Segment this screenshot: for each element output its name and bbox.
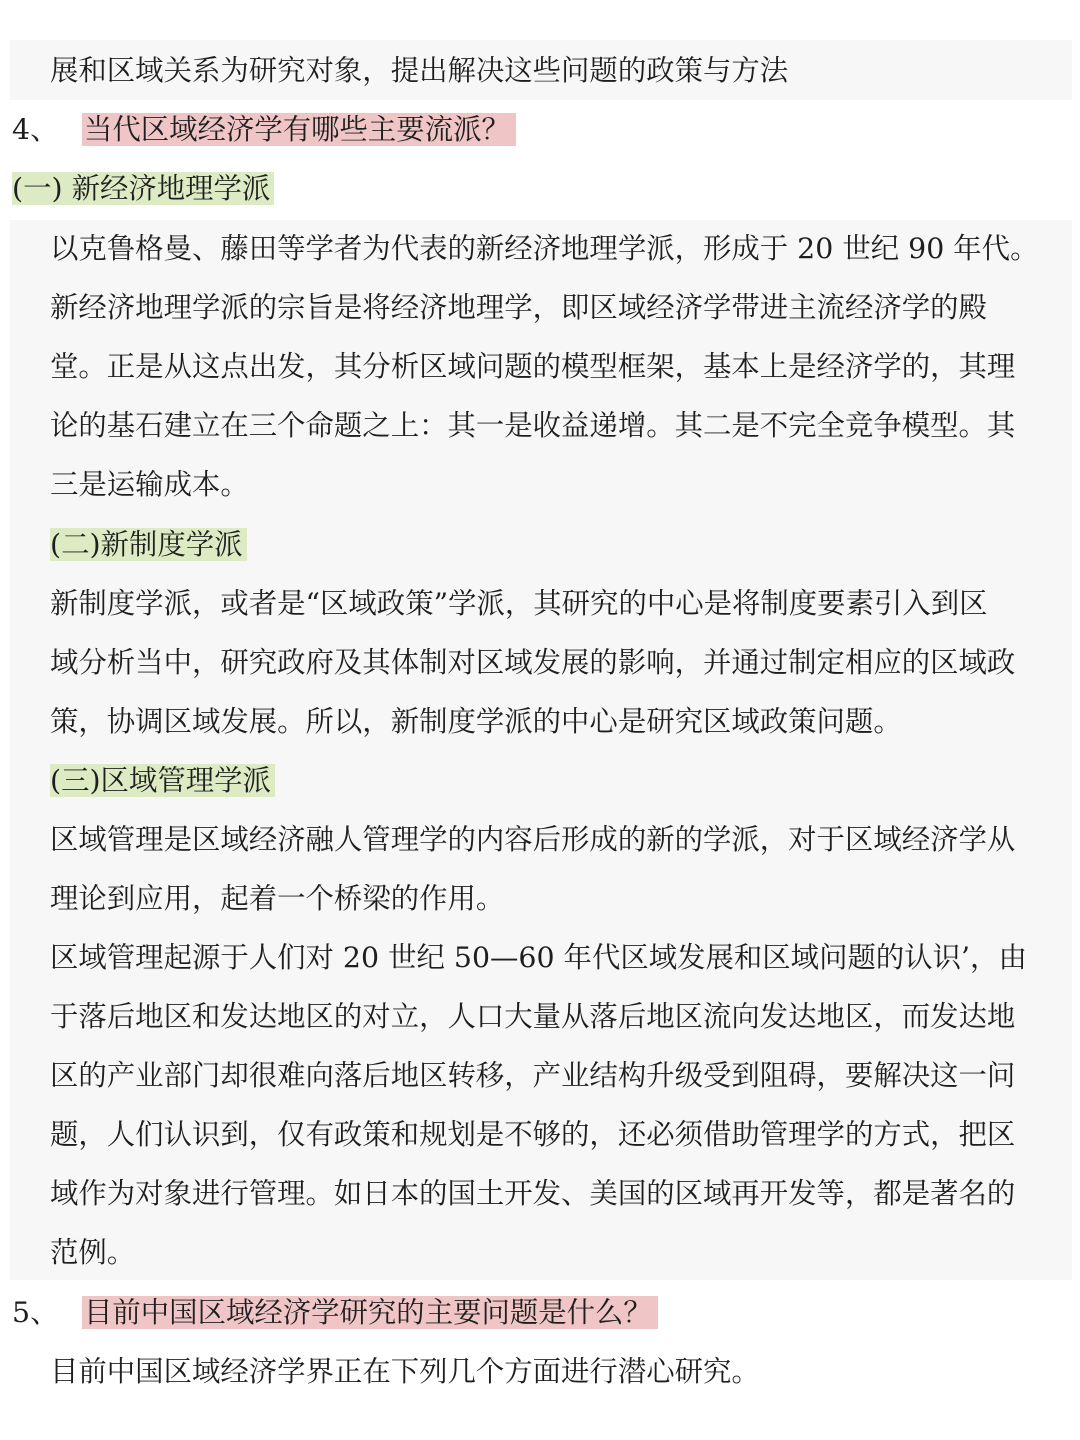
school-1-line-4: 论的基石建立在三个命题之上：其一是收益递增。其二是不完全竞争模型。其: [50, 409, 1016, 442]
intro-line: 展和区域关系为研究对象，提出解决这些问题的政策与方法: [50, 54, 789, 87]
question-5-text: 目前中国区域经济学研究的主要问题是什么？: [82, 1296, 658, 1329]
question-5-number: 5、: [12, 1296, 59, 1329]
school-3-heading: [50, 760, 275, 802]
question-5-heading: [12, 1292, 658, 1334]
school-1-line-5: 三是运输成本。: [50, 468, 249, 501]
school-2-line-2: 域分析当中，研究政府及其体制对区域发展的影响，并通过制定相应的区域政: [50, 646, 1016, 679]
school-3-line-6: 题，人们认识到，仅有政策和规划是不够的，还必须借助管理学的方式，把区: [50, 1118, 1016, 1151]
school-2-heading: [50, 524, 247, 566]
school-3-line-1: 区域管理是区域经济融人管理学的内容后形成的新的学派，对于区域经济学从: [50, 823, 1016, 856]
school-2-title: (二)新制度学派: [50, 528, 247, 561]
question-4-heading: [12, 109, 516, 151]
school-1-line-3: 堂。正是从这点出发，其分析区域问题的模型框架，基本上是经济学的，其理: [50, 350, 1016, 383]
school-1-line-2: 新经济地理学派的宗旨是将经济地理学，即区域经济学带进主流经济学的殿: [50, 291, 987, 324]
school-3-title: (三)区域管理学派: [50, 764, 275, 797]
school-2-line-1: 新制度学派，或者是“区域政策”学派，其研究的中心是将制度要素引入到区: [50, 587, 988, 620]
school-3-line-7: 域作为对象进行管理。如日本的国土开发、美国的区域再开发等，都是著名的: [50, 1177, 1016, 1210]
school-3-line-4: 于落后地区和发达地区的对立，人口大量从落后地区流向发达地区，而发达地: [50, 1000, 1016, 1033]
question-4-text: 当代区域经济学有哪些主要流派？: [82, 113, 516, 146]
question-5-line-1: 目前中国区域经济学界正在下列几个方面进行潜心研究。: [50, 1355, 760, 1388]
school-3-line-5: 区的产业部门却很难向落后地区转移，产业结构升级受到阻碍，要解决这一问: [50, 1059, 1016, 1092]
school-1-title: (一) 新经济地理学派: [12, 172, 274, 205]
question-4-number: 4、: [12, 113, 59, 146]
school-1-heading: [12, 168, 274, 210]
school-3-line-8: 范例。: [50, 1236, 136, 1269]
school-3-line-2: 理论到应用，起着一个桥梁的作用。: [50, 882, 505, 915]
school-3-line-3: 区域管理起源于人们对 20 世纪 50—60 年代区域发展和区域问题的认识’，由: [50, 941, 1027, 974]
school-2-line-3: 策，协调区域发展。所以，新制度学派的中心是研究区域政策问题。: [50, 705, 902, 738]
school-1-line-1: 以克鲁格曼、藤田等学者为代表的新经济地理学派，形成于 20 世纪 90 年代。: [50, 232, 1039, 265]
